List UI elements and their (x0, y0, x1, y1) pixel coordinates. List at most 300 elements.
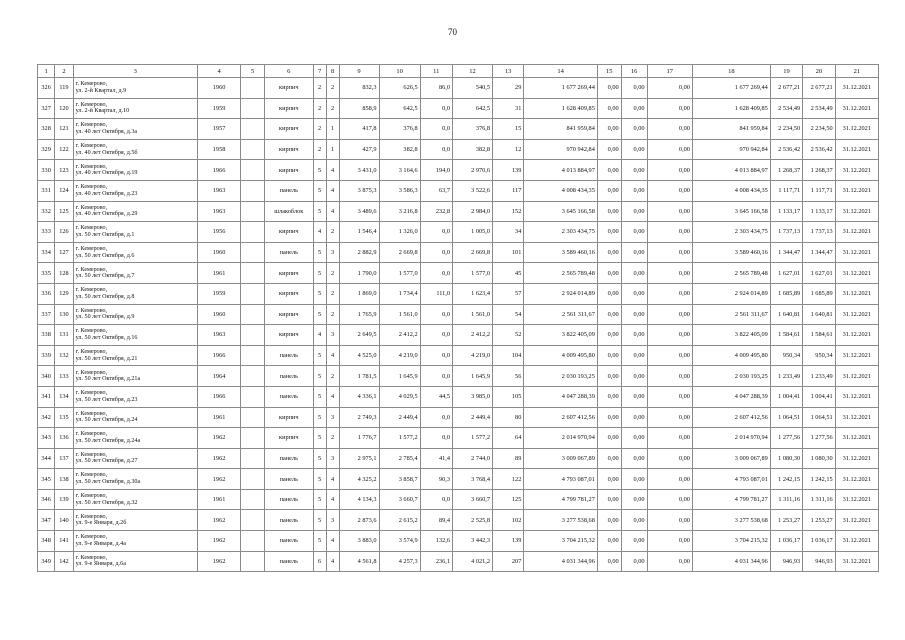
cell-residential-area: 3 522,6 (453, 180, 493, 201)
cell-year-built: 1963 (197, 201, 240, 222)
cell-cost-per-sqm: 1 584,61 (770, 325, 802, 346)
cell-house-number: 123 (55, 160, 73, 181)
cell-deadline: 31.12.2021 (835, 448, 878, 469)
cell-seq-number: 343 (38, 428, 55, 449)
cell-col-5 (241, 489, 265, 510)
cell-year-built: 1962 (197, 510, 240, 531)
cell-col-5 (241, 242, 265, 263)
cell-residential-area: 1 577,2 (453, 428, 493, 449)
cell-residents: 56 (493, 366, 524, 387)
cell-max-cost-per-sqm: 2 534,49 (803, 98, 835, 119)
cell-seq-number: 326 (38, 78, 55, 99)
cell-deadline: 31.12.2021 (835, 469, 878, 490)
cell-house-number: 120 (55, 98, 73, 119)
cell-col-17: 0,00 (647, 366, 692, 387)
cell-col-17: 0,00 (647, 263, 692, 284)
cell-entrances: 3 (326, 510, 339, 531)
cell-living-area: 382,8 (379, 139, 420, 160)
cell-col-16: 0,00 (621, 201, 647, 222)
cell-cost-total: 2 607 412,56 (692, 407, 770, 428)
cell-wall-material: панель (264, 180, 313, 201)
cell-floors: 2 (313, 139, 326, 160)
cell-cost-per-sqm: 1 311,16 (770, 489, 802, 510)
cell-house-number: 127 (55, 242, 73, 263)
cell-col-5 (241, 510, 265, 531)
cell-col-16: 0,00 (621, 304, 647, 325)
table-row (38, 263, 879, 284)
cell-nonresidential-area: 0,0 (420, 304, 452, 325)
cell-nonresidential-area: 41,4 (420, 448, 452, 469)
cell-total-cost: 3 009 067,89 (524, 448, 598, 469)
cell-wall-material: панель (264, 386, 313, 407)
table-row (38, 469, 879, 490)
column-header-total-area: 9 (339, 65, 379, 78)
page-number: 70 (448, 27, 457, 37)
cell-cost-total: 3 704 215,32 (692, 531, 770, 552)
cell-floors: 5 (313, 242, 326, 263)
cell-wall-material: кирпич (264, 222, 313, 243)
cell-max-cost-per-sqm: 1 004,41 (803, 386, 835, 407)
table-row (38, 78, 879, 99)
cell-col-5 (241, 222, 265, 243)
cell-residential-area: 1 561,0 (453, 304, 493, 325)
cell-col-15: 0,00 (597, 366, 621, 387)
cell-wall-material: панель (264, 531, 313, 552)
cell-seq-number: 328 (38, 119, 55, 140)
cell-address: г. Кемерово, ул. 40 лет Октября, д.19 (73, 160, 197, 181)
cell-total-cost: 1 628 409,85 (524, 98, 598, 119)
cell-living-area: 3 164,6 (379, 160, 420, 181)
cell-residents: 80 (493, 407, 524, 428)
cell-entrances: 2 (326, 283, 339, 304)
cell-total-area: 3 883,0 (339, 531, 379, 552)
cell-address: г. Кемерово, ул. 50 лет Октября, д.30а (73, 469, 197, 490)
cell-cost-per-sqm: 1 080,30 (770, 448, 802, 469)
cell-floors: 5 (313, 386, 326, 407)
cell-cost-total: 970 942,84 (692, 139, 770, 160)
table-row (38, 407, 879, 428)
cell-seq-number: 341 (38, 386, 55, 407)
cell-entrances: 2 (326, 304, 339, 325)
cell-residents: 102 (493, 510, 524, 531)
cell-col-15: 0,00 (597, 201, 621, 222)
cell-address: г. Кемерово, ул. 9-е Января, д.6а (73, 551, 197, 572)
cell-floors: 5 (313, 448, 326, 469)
cell-seq-number: 348 (38, 531, 55, 552)
column-header-residents: 13 (493, 65, 524, 78)
cell-house-number: 132 (55, 345, 73, 366)
cell-col-17: 0,00 (647, 325, 692, 346)
cell-nonresidential-area: 236,1 (420, 551, 452, 572)
cell-entrances: 3 (326, 242, 339, 263)
cell-address: г. Кемерово, ул. 9-е Января, д.4а (73, 531, 197, 552)
cell-year-built: 1962 (197, 531, 240, 552)
cell-living-area: 1 326,0 (379, 222, 420, 243)
cell-address: г. Кемерово, ул. 50 лет Октября, д.7 (73, 263, 197, 284)
cell-nonresidential-area: 0,0 (420, 345, 452, 366)
cell-year-built: 1959 (197, 283, 240, 304)
cell-seq-number: 340 (38, 366, 55, 387)
cell-col-16: 0,00 (621, 510, 647, 531)
cell-floors: 5 (313, 366, 326, 387)
cell-living-area: 1 734,4 (379, 283, 420, 304)
cell-cost-per-sqm: 1 253,27 (770, 510, 802, 531)
cell-entrances: 2 (326, 222, 339, 243)
cell-nonresidential-area: 44,5 (420, 386, 452, 407)
cell-col-15: 0,00 (597, 263, 621, 284)
cell-living-area: 1 577,2 (379, 428, 420, 449)
cell-col-16: 0,00 (621, 448, 647, 469)
cell-house-number: 126 (55, 222, 73, 243)
cell-nonresidential-area: 0,0 (420, 325, 452, 346)
cell-col-15: 0,00 (597, 283, 621, 304)
cell-total-cost: 4 799 781,27 (524, 489, 598, 510)
cell-nonresidential-area: 132,6 (420, 531, 452, 552)
cell-living-area: 4 257,3 (379, 551, 420, 572)
cell-col-16: 0,00 (621, 222, 647, 243)
column-header-living-area: 10 (379, 65, 420, 78)
cell-cost-total: 4 008 434,35 (692, 180, 770, 201)
cell-max-cost-per-sqm: 1 036,17 (803, 531, 835, 552)
cell-total-area: 1 546,4 (339, 222, 379, 243)
cell-total-cost: 841 959,84 (524, 119, 598, 140)
cell-residential-area: 1 623,4 (453, 283, 493, 304)
cell-nonresidential-area: 0,0 (420, 98, 452, 119)
cell-cost-total: 4 793 087,01 (692, 469, 770, 490)
cell-max-cost-per-sqm: 2 536,42 (803, 139, 835, 160)
cell-total-area: 2 975,1 (339, 448, 379, 469)
cell-address: г. Кемерово, ул. 50 лет Октября, д.9 (73, 304, 197, 325)
cell-total-cost: 2 565 789,48 (524, 263, 598, 284)
cell-house-number: 136 (55, 428, 73, 449)
cell-house-number: 122 (55, 139, 73, 160)
cell-entrances: 4 (326, 551, 339, 572)
cell-cost-per-sqm: 1 036,17 (770, 531, 802, 552)
cell-residential-area: 4 021,2 (453, 551, 493, 572)
cell-nonresidential-area: 0,0 (420, 489, 452, 510)
cell-floors: 5 (313, 428, 326, 449)
cell-cost-per-sqm: 1 685,89 (770, 283, 802, 304)
cell-cost-total: 1 628 409,85 (692, 98, 770, 119)
cell-address: г. Кемерово, ул. 50 лет Октября, д.23 (73, 386, 197, 407)
cell-total-cost: 4 008 434,35 (524, 180, 598, 201)
cell-residential-area: 2 984,0 (453, 201, 493, 222)
cell-max-cost-per-sqm: 1 277,56 (803, 428, 835, 449)
cell-max-cost-per-sqm: 1 242,15 (803, 469, 835, 490)
cell-living-area: 1 645,9 (379, 366, 420, 387)
column-header-floors: 7 (313, 65, 326, 78)
cell-living-area: 2 615,2 (379, 510, 420, 531)
cell-total-area: 3 431,0 (339, 160, 379, 181)
cell-col-16: 0,00 (621, 242, 647, 263)
cell-total-area: 4 561,8 (339, 551, 379, 572)
cell-cost-total: 4 031 344,96 (692, 551, 770, 572)
cell-seq-number: 335 (38, 263, 55, 284)
table-row (38, 283, 879, 304)
cell-total-area: 4 134,3 (339, 489, 379, 510)
cell-wall-material: кирпич (264, 78, 313, 99)
cell-entrances: 3 (326, 448, 339, 469)
cell-col-17: 0,00 (647, 386, 692, 407)
cell-year-built: 1961 (197, 263, 240, 284)
cell-total-cost: 3 277 538,68 (524, 510, 598, 531)
cell-nonresidential-area: 0,0 (420, 428, 452, 449)
cell-cost-total: 3 645 166,58 (692, 201, 770, 222)
cell-cost-total: 841 959,84 (692, 119, 770, 140)
cell-col-15: 0,00 (597, 78, 621, 99)
cell-col-15: 0,00 (597, 139, 621, 160)
cell-total-cost: 4 009 495,80 (524, 345, 598, 366)
cell-wall-material: панель (264, 510, 313, 531)
cell-total-area: 3 489,6 (339, 201, 379, 222)
cell-cost-total: 2 303 434,75 (692, 222, 770, 243)
cell-deadline: 31.12.2021 (835, 180, 878, 201)
cell-entrances: 2 (326, 263, 339, 284)
cell-house-number: 134 (55, 386, 73, 407)
cell-residents: 125 (493, 489, 524, 510)
cell-year-built: 1959 (197, 98, 240, 119)
cell-col-15: 0,00 (597, 428, 621, 449)
cell-living-area: 3 586,3 (379, 180, 420, 201)
cell-total-area: 2 649,5 (339, 325, 379, 346)
cell-residential-area: 2 412,2 (453, 325, 493, 346)
cell-total-area: 2 873,6 (339, 510, 379, 531)
cell-residents: 64 (493, 428, 524, 449)
column-header-col-17: 17 (647, 65, 692, 78)
cell-address: г. Кемерово, ул. 50 лет Октября, д.24а (73, 428, 197, 449)
cell-house-number: 141 (55, 531, 73, 552)
cell-house-number: 139 (55, 489, 73, 510)
cell-living-area: 626,5 (379, 78, 420, 99)
cell-col-5 (241, 407, 265, 428)
cell-cost-total: 4 009 495,80 (692, 345, 770, 366)
cell-seq-number: 337 (38, 304, 55, 325)
cell-wall-material: панель (264, 366, 313, 387)
cell-col-17: 0,00 (647, 201, 692, 222)
cell-living-area: 1 561,0 (379, 304, 420, 325)
cell-total-area: 417,8 (339, 119, 379, 140)
cell-residential-area: 2 970,6 (453, 160, 493, 181)
cell-wall-material: кирпич (264, 428, 313, 449)
cell-floors: 5 (313, 510, 326, 531)
housing-registry-table-container (37, 64, 879, 572)
cell-col-16: 0,00 (621, 98, 647, 119)
column-header-col-5: 5 (241, 65, 265, 78)
cell-residents: 52 (493, 325, 524, 346)
cell-floors: 5 (313, 469, 326, 490)
cell-deadline: 31.12.2021 (835, 510, 878, 531)
cell-col-17: 0,00 (647, 242, 692, 263)
cell-col-5 (241, 345, 265, 366)
cell-cost-total: 4 013 884,97 (692, 160, 770, 181)
cell-wall-material: кирпич (264, 119, 313, 140)
cell-seq-number: 339 (38, 345, 55, 366)
cell-residents: 29 (493, 78, 524, 99)
cell-entrances: 4 (326, 489, 339, 510)
cell-col-17: 0,00 (647, 407, 692, 428)
cell-residential-area: 2 669,8 (453, 242, 493, 263)
cell-wall-material: кирпич (264, 98, 313, 119)
cell-col-16: 0,00 (621, 489, 647, 510)
cell-col-5 (241, 180, 265, 201)
cell-living-area: 3 660,7 (379, 489, 420, 510)
table-row (38, 510, 879, 531)
table-row (38, 531, 879, 552)
column-header-year-built: 4 (197, 65, 240, 78)
cell-col-5 (241, 263, 265, 284)
cell-residential-area: 3 985,0 (453, 386, 493, 407)
cell-address: г. Кемерово, ул. 50 лет Октября, д.27 (73, 448, 197, 469)
cell-wall-material: кирпич (264, 263, 313, 284)
cell-col-15: 0,00 (597, 325, 621, 346)
cell-col-17: 0,00 (647, 448, 692, 469)
table-row (38, 386, 879, 407)
cell-house-number: 137 (55, 448, 73, 469)
cell-total-area: 1 765,9 (339, 304, 379, 325)
table-row (38, 428, 879, 449)
cell-col-5 (241, 304, 265, 325)
cell-cost-per-sqm: 1 242,15 (770, 469, 802, 490)
cell-floors: 5 (313, 263, 326, 284)
cell-house-number: 129 (55, 283, 73, 304)
cell-col-17: 0,00 (647, 428, 692, 449)
cell-col-17: 0,00 (647, 222, 692, 243)
column-header-seq-number: 1 (38, 65, 55, 78)
cell-col-16: 0,00 (621, 366, 647, 387)
cell-residential-area: 2 449,4 (453, 407, 493, 428)
cell-house-number: 130 (55, 304, 73, 325)
column-header-col-15: 15 (597, 65, 621, 78)
cell-col-15: 0,00 (597, 469, 621, 490)
cell-deadline: 31.12.2021 (835, 304, 878, 325)
cell-cost-per-sqm: 1 233,49 (770, 366, 802, 387)
cell-year-built: 1957 (197, 119, 240, 140)
cell-max-cost-per-sqm: 1 117,71 (803, 180, 835, 201)
cell-cost-total: 1 677 269,44 (692, 78, 770, 99)
cell-col-5 (241, 428, 265, 449)
cell-residents: 34 (493, 222, 524, 243)
cell-wall-material: панель (264, 242, 313, 263)
cell-col-15: 0,00 (597, 510, 621, 531)
cell-house-number: 138 (55, 469, 73, 490)
cell-deadline: 31.12.2021 (835, 283, 878, 304)
cell-seq-number: 334 (38, 242, 55, 263)
table-header-row (38, 65, 879, 78)
cell-house-number: 133 (55, 366, 73, 387)
cell-floors: 2 (313, 119, 326, 140)
cell-col-5 (241, 201, 265, 222)
cell-house-number: 119 (55, 78, 73, 99)
cell-address: г. Кемерово, ул. 50 лет Октября, д.24 (73, 407, 197, 428)
cell-cost-per-sqm: 1 277,56 (770, 428, 802, 449)
cell-col-16: 0,00 (621, 180, 647, 201)
cell-wall-material: кирпич (264, 283, 313, 304)
cell-col-15: 0,00 (597, 304, 621, 325)
cell-deadline: 31.12.2021 (835, 263, 878, 284)
cell-deadline: 31.12.2021 (835, 428, 878, 449)
cell-address: г. Кемерово, ул. 50 лет Октября, д.8 (73, 283, 197, 304)
cell-col-17: 0,00 (647, 98, 692, 119)
cell-seq-number: 345 (38, 469, 55, 490)
cell-entrances: 4 (326, 531, 339, 552)
cell-total-cost: 3 645 166,58 (524, 201, 598, 222)
cell-residential-area: 1 577,0 (453, 263, 493, 284)
cell-total-area: 427,9 (339, 139, 379, 160)
cell-cost-total: 4 799 781,27 (692, 489, 770, 510)
cell-col-16: 0,00 (621, 139, 647, 160)
cell-col-15: 0,00 (597, 345, 621, 366)
cell-seq-number: 333 (38, 222, 55, 243)
cell-total-area: 2 882,9 (339, 242, 379, 263)
cell-year-built: 1960 (197, 304, 240, 325)
cell-year-built: 1960 (197, 78, 240, 99)
cell-living-area: 376,8 (379, 119, 420, 140)
cell-year-built: 1962 (197, 428, 240, 449)
cell-total-cost: 2 924 014,89 (524, 283, 598, 304)
cell-living-area: 2 449,4 (379, 407, 420, 428)
cell-col-15: 0,00 (597, 119, 621, 140)
cell-col-15: 0,00 (597, 551, 621, 572)
cell-total-cost: 1 677 269,44 (524, 78, 598, 99)
cell-col-5 (241, 283, 265, 304)
cell-residential-area: 3 660,7 (453, 489, 493, 510)
cell-total-cost: 2 030 193,25 (524, 366, 598, 387)
cell-col-16: 0,00 (621, 263, 647, 284)
cell-residential-area: 642,5 (453, 98, 493, 119)
table-row (38, 180, 879, 201)
cell-cost-per-sqm: 1 117,71 (770, 180, 802, 201)
cell-floors: 5 (313, 489, 326, 510)
cell-address: г. Кемерово, ул. 2-й Квартал, д.10 (73, 98, 197, 119)
cell-floors: 5 (313, 407, 326, 428)
cell-col-17: 0,00 (647, 551, 692, 572)
cell-cost-total: 2 561 311,67 (692, 304, 770, 325)
cell-address: г. Кемерово, ул. 50 лет Октября, д.21а (73, 366, 197, 387)
cell-col-5 (241, 531, 265, 552)
cell-total-cost: 2 303 434,75 (524, 222, 598, 243)
table-row (38, 160, 879, 181)
cell-col-15: 0,00 (597, 160, 621, 181)
cell-seq-number: 329 (38, 139, 55, 160)
column-header-total-cost: 14 (524, 65, 598, 78)
cell-house-number: 124 (55, 180, 73, 201)
cell-cost-total: 3 277 538,68 (692, 510, 770, 531)
cell-total-area: 858,9 (339, 98, 379, 119)
cell-residential-area: 540,5 (453, 78, 493, 99)
cell-nonresidential-area: 232,8 (420, 201, 452, 222)
cell-total-area: 832,3 (339, 78, 379, 99)
cell-nonresidential-area: 194,0 (420, 160, 452, 181)
cell-deadline: 31.12.2021 (835, 325, 878, 346)
cell-year-built: 1966 (197, 160, 240, 181)
cell-col-15: 0,00 (597, 180, 621, 201)
cell-floors: 5 (313, 283, 326, 304)
cell-address: г. Кемерово, ул. 50 лет Октября, д.32 (73, 489, 197, 510)
cell-deadline: 31.12.2021 (835, 242, 878, 263)
cell-total-cost: 2 561 311,67 (524, 304, 598, 325)
cell-residents: 15 (493, 119, 524, 140)
cell-deadline: 31.12.2021 (835, 531, 878, 552)
cell-living-area: 3 216,8 (379, 201, 420, 222)
cell-wall-material: кирпич (264, 325, 313, 346)
table-row (38, 98, 879, 119)
cell-cost-per-sqm: 950,34 (770, 345, 802, 366)
cell-cost-total: 4 047 288,39 (692, 386, 770, 407)
cell-year-built: 1960 (197, 242, 240, 263)
cell-year-built: 1963 (197, 325, 240, 346)
cell-col-5 (241, 469, 265, 490)
cell-col-5 (241, 119, 265, 140)
